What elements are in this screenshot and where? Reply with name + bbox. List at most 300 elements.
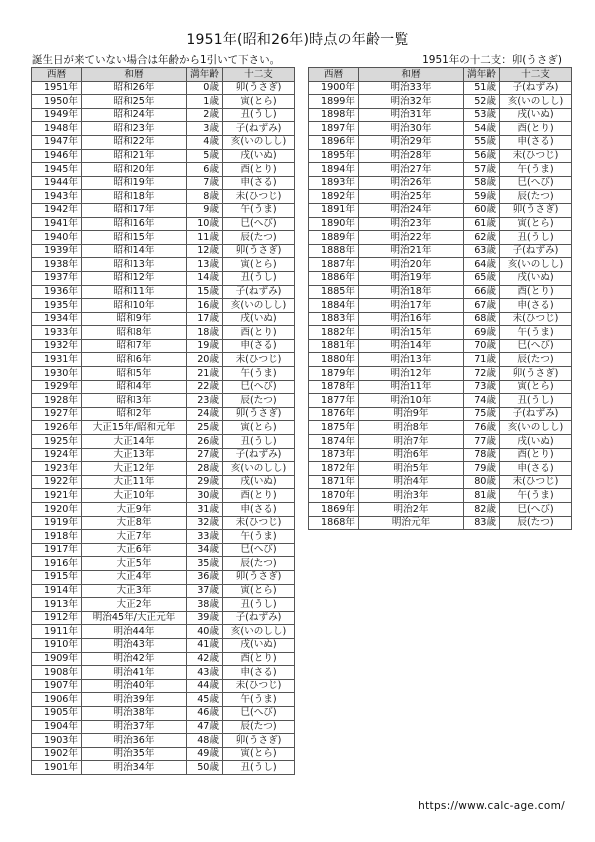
cell-zodiac: 辰(たつ) [500, 190, 572, 204]
cell-zodiac: 丑(うし) [223, 435, 295, 449]
cell-zodiac: 子(ねずみ) [223, 122, 295, 136]
cell-age: 78歳 [464, 448, 500, 462]
table-row [32, 625, 295, 639]
table-row [32, 543, 295, 557]
header-age: 満年齢 [464, 68, 500, 82]
cell-age: 38歳 [187, 598, 223, 612]
cell-age: 6歳 [187, 163, 223, 177]
cell-age: 77歳 [464, 435, 500, 449]
cell-zodiac: 午(うま) [500, 326, 572, 340]
cell-zodiac: 丑(うし) [223, 108, 295, 122]
cell-japanese-era: 大正13年 [82, 448, 187, 462]
table-row [32, 367, 295, 381]
cell-japanese-era: 昭和16年 [82, 217, 187, 231]
table-row [32, 462, 295, 476]
cell-japanese-era: 昭和14年 [82, 244, 187, 258]
cell-western-year: 1913年 [32, 598, 82, 612]
cell-western-year: 1890年 [309, 217, 359, 231]
cell-western-year: 1878年 [309, 380, 359, 394]
cell-western-year: 1947年 [32, 135, 82, 149]
cell-japanese-era: 昭和24年 [82, 108, 187, 122]
cell-age: 60歳 [464, 203, 500, 217]
table-row [32, 217, 295, 231]
cell-japanese-era: 昭和18年 [82, 190, 187, 204]
cell-japanese-era: 昭和2年 [82, 407, 187, 421]
cell-japanese-era: 明治40年 [82, 679, 187, 693]
cell-zodiac: 午(うま) [223, 530, 295, 544]
cell-japanese-era: 明治27年 [359, 163, 464, 177]
cell-age: 28歳 [187, 462, 223, 476]
table-header-row [309, 68, 572, 82]
cell-age: 17歳 [187, 312, 223, 326]
cell-japanese-era: 明治30年 [359, 122, 464, 136]
cell-japanese-era: 昭和11年 [82, 285, 187, 299]
cell-western-year: 1901年 [32, 761, 82, 775]
table-row [32, 693, 295, 707]
cell-japanese-era: 昭和13年 [82, 258, 187, 272]
cell-western-year: 1946年 [32, 149, 82, 163]
cell-age: 16歳 [187, 299, 223, 313]
table-row [32, 299, 295, 313]
cell-age: 52歳 [464, 95, 500, 109]
table-row [309, 421, 572, 435]
cell-age: 50歳 [187, 761, 223, 775]
table-row [32, 761, 295, 775]
cell-japanese-era: 明治7年 [359, 435, 464, 449]
cell-zodiac: 未(ひつじ) [223, 190, 295, 204]
cell-zodiac: 卯(うさぎ) [223, 570, 295, 584]
cell-zodiac: 申(さる) [500, 299, 572, 313]
cell-zodiac: 申(さる) [223, 503, 295, 517]
table-row [32, 394, 295, 408]
cell-western-year: 1882年 [309, 326, 359, 340]
cell-japanese-era: 明治45年/大正元年 [82, 611, 187, 625]
header-japanese-era: 和暦 [82, 68, 187, 82]
cell-zodiac: 亥(いのしし) [223, 462, 295, 476]
table-row [32, 135, 295, 149]
cell-age: 14歳 [187, 271, 223, 285]
cell-age: 18歳 [187, 326, 223, 340]
table-row [309, 176, 572, 190]
cell-western-year: 1907年 [32, 679, 82, 693]
cell-age: 69歳 [464, 326, 500, 340]
cell-zodiac: 午(うま) [500, 163, 572, 177]
cell-zodiac: 亥(いのしし) [500, 421, 572, 435]
table-row [32, 380, 295, 394]
table-row [309, 312, 572, 326]
cell-japanese-era: 明治31年 [359, 108, 464, 122]
cell-western-year: 1940年 [32, 231, 82, 245]
cell-zodiac: 子(ねずみ) [223, 611, 295, 625]
cell-western-year: 1933年 [32, 326, 82, 340]
table-row [309, 339, 572, 353]
table-row [309, 407, 572, 421]
cell-zodiac: 寅(とら) [223, 258, 295, 272]
cell-age: 46歳 [187, 706, 223, 720]
cell-japanese-era: 昭和8年 [82, 326, 187, 340]
cell-zodiac: 酉(とり) [500, 285, 572, 299]
cell-japanese-era: 明治35年 [82, 747, 187, 761]
cell-japanese-era: 明治39年 [82, 693, 187, 707]
table-row [309, 258, 572, 272]
table-row [309, 81, 572, 95]
table-row [32, 421, 295, 435]
cell-zodiac: 寅(とら) [223, 747, 295, 761]
table-row [309, 95, 572, 109]
cell-zodiac: 亥(いのしし) [500, 258, 572, 272]
cell-age: 83歳 [464, 516, 500, 530]
cell-zodiac: 未(ひつじ) [223, 353, 295, 367]
cell-western-year: 1942年 [32, 203, 82, 217]
cell-zodiac: 午(うま) [223, 203, 295, 217]
table-row [32, 176, 295, 190]
cell-western-year: 1891年 [309, 203, 359, 217]
cell-age: 13歳 [187, 258, 223, 272]
cell-western-year: 1917年 [32, 543, 82, 557]
table-row [32, 435, 295, 449]
cell-zodiac: 未(ひつじ) [500, 475, 572, 489]
cell-western-year: 1896年 [309, 135, 359, 149]
table-row [32, 679, 295, 693]
cell-age: 66歳 [464, 285, 500, 299]
cell-western-year: 1941年 [32, 217, 82, 231]
birthday-note: 誕生日が来ていない場合は年齢から1引いて下さい。 [32, 54, 281, 66]
cell-age: 74歳 [464, 394, 500, 408]
cell-zodiac: 酉(とり) [223, 163, 295, 177]
cell-zodiac: 戌(いぬ) [223, 149, 295, 163]
cell-japanese-era: 昭和15年 [82, 231, 187, 245]
table-row [32, 122, 295, 136]
cell-age: 45歳 [187, 693, 223, 707]
cell-western-year: 1877年 [309, 394, 359, 408]
cell-age: 58歳 [464, 176, 500, 190]
cell-japanese-era: 大正3年 [82, 584, 187, 598]
table-row [32, 81, 295, 95]
cell-age: 30歳 [187, 489, 223, 503]
table-row [32, 285, 295, 299]
cell-zodiac: 辰(たつ) [223, 394, 295, 408]
cell-western-year: 1935年 [32, 299, 82, 313]
cell-japanese-era: 明治25年 [359, 190, 464, 204]
cell-zodiac: 子(ねずみ) [500, 81, 572, 95]
cell-western-year: 1938年 [32, 258, 82, 272]
cell-japanese-era: 昭和6年 [82, 353, 187, 367]
table-row [309, 203, 572, 217]
table-row [32, 353, 295, 367]
cell-western-year: 1944年 [32, 176, 82, 190]
cell-japanese-era: 昭和19年 [82, 176, 187, 190]
table-row [32, 95, 295, 109]
cell-japanese-era: 明治23年 [359, 217, 464, 231]
cell-age: 82歳 [464, 503, 500, 517]
cell-zodiac: 丑(うし) [500, 394, 572, 408]
cell-western-year: 1880年 [309, 353, 359, 367]
cell-zodiac: 申(さる) [223, 666, 295, 680]
cell-age: 5歳 [187, 149, 223, 163]
cell-zodiac: 亥(いのしし) [223, 135, 295, 149]
cell-japanese-era: 明治22年 [359, 231, 464, 245]
cell-zodiac: 巳(へび) [223, 706, 295, 720]
cell-japanese-era: 大正10年 [82, 489, 187, 503]
cell-zodiac: 亥(いのしし) [500, 95, 572, 109]
table-row [309, 448, 572, 462]
cell-age: 8歳 [187, 190, 223, 204]
table-row [32, 638, 295, 652]
table-row [32, 203, 295, 217]
cell-age: 22歳 [187, 380, 223, 394]
cell-japanese-era: 昭和22年 [82, 135, 187, 149]
cell-western-year: 1870年 [309, 489, 359, 503]
cell-zodiac: 子(ねずみ) [223, 285, 295, 299]
table-row [309, 489, 572, 503]
cell-zodiac: 酉(とり) [500, 448, 572, 462]
cell-japanese-era: 明治5年 [359, 462, 464, 476]
cell-japanese-era: 明治16年 [359, 312, 464, 326]
cell-western-year: 1951年 [32, 81, 82, 95]
cell-western-year: 1904年 [32, 720, 82, 734]
cell-zodiac: 卯(うさぎ) [500, 367, 572, 381]
cell-age: 71歳 [464, 353, 500, 367]
cell-western-year: 1915年 [32, 570, 82, 584]
cell-age: 54歳 [464, 122, 500, 136]
cell-age: 67歳 [464, 299, 500, 313]
cell-zodiac: 丑(うし) [223, 761, 295, 775]
table-row [32, 747, 295, 761]
table-row [32, 244, 295, 258]
table-row [309, 353, 572, 367]
cell-western-year: 1888年 [309, 244, 359, 258]
cell-age: 61歳 [464, 217, 500, 231]
cell-zodiac: 午(うま) [500, 489, 572, 503]
header-zodiac: 十二支 [223, 68, 295, 82]
cell-japanese-era: 明治44年 [82, 625, 187, 639]
cell-japanese-era: 昭和7年 [82, 339, 187, 353]
cell-age: 72歳 [464, 367, 500, 381]
table-row [32, 666, 295, 680]
cell-age: 36歳 [187, 570, 223, 584]
cell-age: 40歳 [187, 625, 223, 639]
cell-western-year: 1918年 [32, 530, 82, 544]
cell-western-year: 1912年 [32, 611, 82, 625]
cell-japanese-era: 明治28年 [359, 149, 464, 163]
cell-japanese-era: 明治21年 [359, 244, 464, 258]
cell-western-year: 1902年 [32, 747, 82, 761]
cell-age: 44歳 [187, 679, 223, 693]
cell-zodiac: 卯(うさぎ) [223, 734, 295, 748]
cell-western-year: 1873年 [309, 448, 359, 462]
cell-zodiac: 巳(へび) [500, 176, 572, 190]
cell-age: 80歳 [464, 475, 500, 489]
cell-zodiac: 戌(いぬ) [223, 475, 295, 489]
cell-western-year: 1908年 [32, 666, 82, 680]
cell-age: 32歳 [187, 516, 223, 530]
cell-japanese-era: 大正6年 [82, 543, 187, 557]
cell-age: 3歳 [187, 122, 223, 136]
cell-japanese-era: 昭和23年 [82, 122, 187, 136]
cell-zodiac: 午(うま) [223, 693, 295, 707]
cell-japanese-era: 明治14年 [359, 339, 464, 353]
cell-japanese-era: 明治15年 [359, 326, 464, 340]
cell-western-year: 1905年 [32, 706, 82, 720]
table-row [32, 570, 295, 584]
cell-japanese-era: 明治19年 [359, 271, 464, 285]
cell-western-year: 1893年 [309, 176, 359, 190]
table-row [309, 326, 572, 340]
cell-western-year: 1869年 [309, 503, 359, 517]
cell-western-year: 1903年 [32, 734, 82, 748]
cell-age: 55歳 [464, 135, 500, 149]
cell-japanese-era: 明治24年 [359, 203, 464, 217]
cell-age: 79歳 [464, 462, 500, 476]
cell-zodiac: 戌(いぬ) [223, 312, 295, 326]
site-url[interactable]: https://www.calc-age.com/ [418, 800, 565, 812]
cell-japanese-era: 昭和12年 [82, 271, 187, 285]
cell-western-year: 1883年 [309, 312, 359, 326]
cell-zodiac: 子(ねずみ) [500, 407, 572, 421]
table-row [309, 108, 572, 122]
cell-zodiac: 申(さる) [500, 135, 572, 149]
cell-age: 65歳 [464, 271, 500, 285]
cell-japanese-era: 大正14年 [82, 435, 187, 449]
cell-age: 1歳 [187, 95, 223, 109]
cell-japanese-era: 大正8年 [82, 516, 187, 530]
table-row [309, 122, 572, 136]
table-row [309, 231, 572, 245]
cell-age: 15歳 [187, 285, 223, 299]
cell-age: 48歳 [187, 734, 223, 748]
cell-age: 25歳 [187, 421, 223, 435]
table-row [32, 108, 295, 122]
table-row [32, 312, 295, 326]
table-row [309, 394, 572, 408]
age-table-left [31, 67, 295, 775]
cell-age: 68歳 [464, 312, 500, 326]
table-row [32, 652, 295, 666]
cell-zodiac: 酉(とり) [223, 489, 295, 503]
cell-western-year: 1921年 [32, 489, 82, 503]
cell-age: 21歳 [187, 367, 223, 381]
table-row [32, 530, 295, 544]
table-row [32, 557, 295, 571]
cell-western-year: 1885年 [309, 285, 359, 299]
header-western-year: 西暦 [309, 68, 359, 82]
age-table-right [308, 67, 572, 530]
cell-western-year: 1927年 [32, 407, 82, 421]
cell-western-year: 1943年 [32, 190, 82, 204]
cell-western-year: 1879年 [309, 367, 359, 381]
cell-western-year: 1926年 [32, 421, 82, 435]
cell-japanese-era: 明治38年 [82, 706, 187, 720]
cell-japanese-era: 明治34年 [82, 761, 187, 775]
table-row [309, 462, 572, 476]
cell-age: 27歳 [187, 448, 223, 462]
cell-western-year: 1922年 [32, 475, 82, 489]
cell-age: 53歳 [464, 108, 500, 122]
table-row [32, 448, 295, 462]
table-row [309, 135, 572, 149]
cell-japanese-era: 大正15年/昭和元年 [82, 421, 187, 435]
cell-zodiac: 戌(いぬ) [500, 435, 572, 449]
cell-japanese-era: 明治41年 [82, 666, 187, 680]
cell-japanese-era: 明治13年 [359, 353, 464, 367]
cell-zodiac: 未(ひつじ) [500, 312, 572, 326]
cell-japanese-era: 明治3年 [359, 489, 464, 503]
cell-japanese-era: 明治17年 [359, 299, 464, 313]
cell-age: 29歳 [187, 475, 223, 489]
cell-zodiac: 丑(うし) [500, 231, 572, 245]
cell-japanese-era: 明治29年 [359, 135, 464, 149]
table-row [32, 611, 295, 625]
cell-age: 49歳 [187, 747, 223, 761]
cell-zodiac: 寅(とら) [223, 421, 295, 435]
header-age: 満年齢 [187, 68, 223, 82]
cell-age: 81歳 [464, 489, 500, 503]
cell-zodiac: 申(さる) [223, 176, 295, 190]
table-header-row [32, 68, 295, 82]
cell-western-year: 1910年 [32, 638, 82, 652]
cell-western-year: 1930年 [32, 367, 82, 381]
table-row [32, 503, 295, 517]
cell-age: 76歳 [464, 421, 500, 435]
cell-zodiac: 寅(とら) [223, 584, 295, 598]
cell-japanese-era: 大正5年 [82, 557, 187, 571]
table-row [309, 299, 572, 313]
cell-japanese-era: 明治8年 [359, 421, 464, 435]
cell-western-year: 1871年 [309, 475, 359, 489]
cell-zodiac: 丑(うし) [223, 598, 295, 612]
cell-zodiac: 卯(うさぎ) [500, 203, 572, 217]
cell-japanese-era: 明治4年 [359, 475, 464, 489]
cell-zodiac: 巳(へび) [500, 339, 572, 353]
cell-zodiac: 子(ねずみ) [500, 244, 572, 258]
cell-western-year: 1889年 [309, 231, 359, 245]
cell-age: 10歳 [187, 217, 223, 231]
cell-zodiac: 巳(へび) [223, 380, 295, 394]
cell-western-year: 1897年 [309, 122, 359, 136]
cell-western-year: 1924年 [32, 448, 82, 462]
cell-japanese-era: 昭和21年 [82, 149, 187, 163]
cell-western-year: 1900年 [309, 81, 359, 95]
cell-japanese-era: 明治20年 [359, 258, 464, 272]
cell-western-year: 1898年 [309, 108, 359, 122]
cell-japanese-era: 昭和5年 [82, 367, 187, 381]
cell-zodiac: 午(うま) [223, 367, 295, 381]
cell-japanese-era: 昭和10年 [82, 299, 187, 313]
table-row [32, 258, 295, 272]
table-row [32, 271, 295, 285]
table-row [32, 163, 295, 177]
cell-western-year: 1886年 [309, 271, 359, 285]
cell-western-year: 1887年 [309, 258, 359, 272]
cell-zodiac: 亥(いのしし) [223, 625, 295, 639]
table-row [309, 435, 572, 449]
cell-age: 34歳 [187, 543, 223, 557]
cell-western-year: 1923年 [32, 462, 82, 476]
cell-age: 41歳 [187, 638, 223, 652]
page-title: 1951年(昭和26年)時点の年齢一覧 [186, 32, 409, 48]
table-row [32, 475, 295, 489]
cell-age: 56歳 [464, 149, 500, 163]
cell-zodiac: 卯(うさぎ) [223, 407, 295, 421]
cell-western-year: 1945年 [32, 163, 82, 177]
cell-zodiac: 戌(いぬ) [500, 108, 572, 122]
cell-japanese-era: 明治18年 [359, 285, 464, 299]
table-row [309, 149, 572, 163]
cell-age: 64歳 [464, 258, 500, 272]
cell-western-year: 1949年 [32, 108, 82, 122]
table-row [32, 584, 295, 598]
cell-japanese-era: 明治36年 [82, 734, 187, 748]
